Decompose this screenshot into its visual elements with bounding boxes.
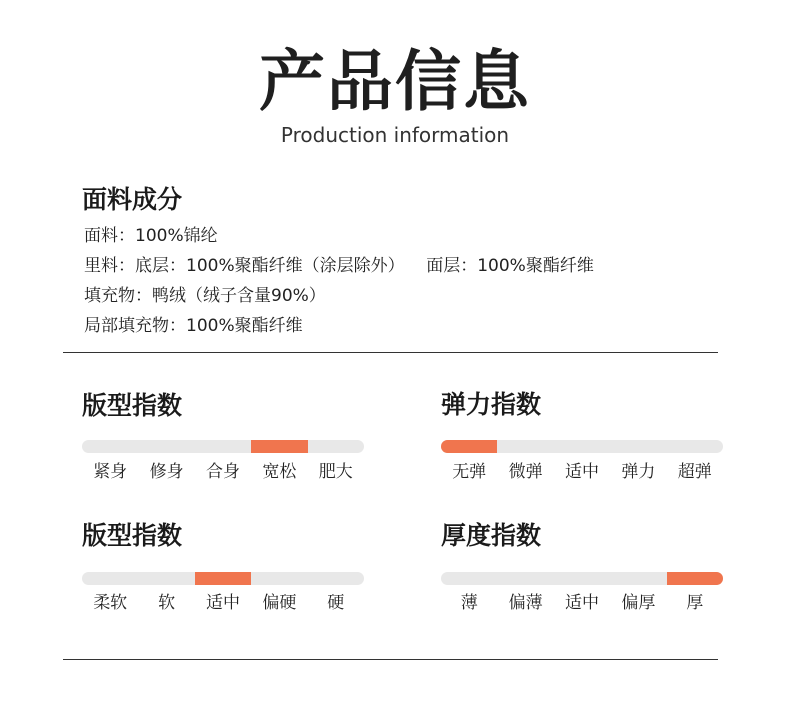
fabric-line-shell: 面料：100%锦纶 (84, 226, 218, 246)
softness-index-label: 软 (158, 593, 176, 613)
fit-index-indicator (251, 440, 307, 453)
thickness-index-label: 薄 (460, 593, 478, 613)
elasticity-index-labels (441, 461, 723, 483)
fabric-line-lining: 里料：底层：100%聚酯纤维（涂层除外） 面层：100%聚酯纤维 (84, 256, 594, 276)
section-divider-top (63, 352, 718, 353)
section-divider-bottom (63, 659, 718, 660)
softness-index-label: 适中 (206, 593, 240, 613)
softness-index-indicator (195, 572, 251, 585)
thickness-index-label: 偏厚 (621, 593, 656, 613)
page-title: 产品信息 (259, 43, 531, 120)
fit-index-label: 紧身 (93, 462, 128, 482)
elasticity-index-heading: 弹力指数 (441, 390, 542, 419)
thickness-index-heading: 厚度指数 (441, 521, 542, 550)
thickness-index-track (441, 572, 723, 585)
fit-index-label: 修身 (149, 462, 184, 482)
softness-index-label: 柔软 (93, 593, 128, 613)
elasticity-index-track (441, 440, 723, 453)
softness-index-label: 偏硬 (262, 593, 297, 613)
fabric-section-heading: 面料成分 (82, 185, 183, 214)
fit-index-heading: 版型指数 (82, 391, 183, 420)
fabric-line-filling: 填充物：鸭绒（绒子含量90%） (84, 286, 326, 306)
elasticity-index-label: 适中 (565, 462, 599, 482)
fit-index-track (82, 440, 364, 453)
elasticity-index-label: 无弹 (452, 462, 487, 482)
fabric-line-partial-filling: 局部填充物：100%聚酯纤维 (84, 316, 303, 336)
thickness-index-label: 偏薄 (508, 593, 543, 613)
fit-index-label: 宽松 (262, 462, 297, 482)
thickness-index-indicator (667, 572, 723, 585)
thickness-index-label: 厚 (686, 593, 704, 613)
fit-index-label: 合身 (206, 462, 240, 482)
fit-index-label: 肥大 (318, 462, 353, 482)
elasticity-index-label: 微弹 (508, 462, 543, 482)
elasticity-index-indicator (441, 440, 497, 453)
thickness-index-labels (441, 592, 723, 614)
elasticity-index-label: 弹力 (621, 462, 656, 482)
fit-index-labels (82, 461, 364, 483)
softness-index-track (82, 572, 364, 585)
thickness-index-label: 适中 (565, 593, 599, 613)
elasticity-index-label: 超弹 (677, 462, 712, 482)
softness-index-heading: 版型指数 (82, 521, 183, 550)
softness-index-labels (82, 592, 364, 614)
softness-index-label: 硬 (327, 593, 345, 613)
page-subtitle: Production information (280, 123, 510, 147)
